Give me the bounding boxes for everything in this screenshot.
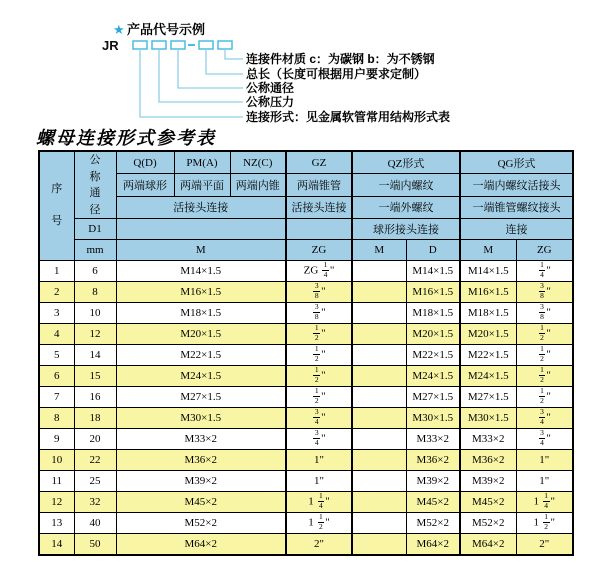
cell-seq: 8: [39, 408, 74, 429]
label-material: 连接件材质 c：为碳钢 b：为不锈钢: [246, 52, 435, 66]
cell-dn: 32: [74, 492, 116, 513]
code-box-2: [152, 41, 166, 49]
cell-dn: 16: [74, 387, 116, 408]
table-row: [39, 534, 573, 556]
table-row: [39, 492, 573, 513]
fraction: $\frac{3}{8}$: [314, 281, 319, 300]
cell-seq: 12: [39, 492, 74, 513]
cell-thread-m: M52×2: [116, 513, 286, 534]
header-cell: PM(A): [174, 151, 230, 174]
fraction: $\frac{3}{4}$: [540, 407, 544, 426]
cell-qz-d: M14×1.5: [406, 261, 460, 282]
fraction: $\frac{1}{4}$: [544, 491, 549, 510]
fraction: $\frac{1}{2}$: [544, 512, 549, 531]
table-row: [39, 345, 573, 366]
cell-seq: 14: [39, 534, 74, 556]
cell-thread-m: M33×2: [116, 429, 286, 450]
table-row: [39, 408, 573, 429]
cell-gz-zg: 1": [286, 450, 352, 471]
cell-seq: 9: [39, 429, 74, 450]
star-icon: ★: [113, 22, 125, 37]
cell-thread-m: M14×1.5: [116, 261, 286, 282]
cell-thread-m: M45×2: [116, 492, 286, 513]
label-total-length: 总长（长度可根据用户要求定制）: [246, 67, 427, 81]
header-cell: 一端锥管螺纹接头: [460, 196, 573, 218]
cell-qg-m: M45×2: [460, 492, 516, 513]
leader-line-pressure: [159, 49, 243, 102]
cell-qg-zg: 1 $\frac{1}{4}$ ": [516, 492, 573, 513]
cell-gz-zg: $\frac{1}{2}$ ": [286, 387, 352, 408]
fraction: $\frac{1}{2}$: [319, 512, 323, 531]
cell-qg-zg: 1 $\frac{1}{2}$ ": [516, 513, 573, 534]
cell-qg-m: M16×1.5: [460, 282, 516, 303]
cell-qz-m: [352, 450, 406, 471]
cell-thread-m: M20×1.5: [116, 324, 286, 345]
cell-thread-m: M18×1.5: [116, 303, 286, 324]
table-body: [39, 261, 573, 556]
fraction: $\frac{3}{8}$: [540, 302, 544, 321]
cell-qg-m: M18×1.5: [460, 303, 516, 324]
code-box-5: [218, 41, 232, 49]
cell-qz-m: [352, 408, 406, 429]
cell-qz-m: [352, 534, 406, 556]
cell-qg-m: M22×1.5: [460, 345, 516, 366]
cell-qz-m: [352, 492, 406, 513]
header-cell: ZG: [516, 240, 573, 261]
code-box-1: [133, 41, 147, 49]
fraction: $\frac{3}{4}$: [314, 407, 319, 426]
fraction: $\frac{1}{2}$: [540, 344, 544, 363]
cell-dn: 25: [74, 471, 116, 492]
cell-thread-m: M30×1.5: [116, 408, 286, 429]
cell-gz-zg: $\frac{3}{8}$ ": [286, 282, 352, 303]
cell-gz-zg: $\frac{3}{8}$ ": [286, 303, 352, 324]
cell-thread-m: M22×1.5: [116, 345, 286, 366]
code-prefix: JR: [102, 38, 119, 53]
cell-seq: 13: [39, 513, 74, 534]
cell-gz-zg: 1": [286, 471, 352, 492]
cell-qg-zg: $\frac{3}{4}$ ": [516, 408, 573, 429]
label-connection-form: 连接形式：见金属软管常用结构形式表: [246, 110, 451, 124]
cell-seq: 3: [39, 303, 74, 324]
cell-dn: 12: [74, 324, 116, 345]
cell-qz-d: M45×2: [406, 492, 460, 513]
fraction: $\frac{1}{2}$: [540, 386, 544, 405]
cell-qz-d: M52×2: [406, 513, 460, 534]
header-cell: 一端外螺纹: [352, 196, 460, 218]
cell-gz-zg: $\frac{1}{2}$ ": [286, 324, 352, 345]
header-cell: 两端球形: [116, 174, 174, 196]
cell-qg-m: M39×2: [460, 471, 516, 492]
fraction: $\frac{1}{2}$: [314, 323, 319, 342]
cell-thread-m: M27×1.5: [116, 387, 286, 408]
cell-qg-m: M14×1.5: [460, 261, 516, 282]
cell-qz-m: [352, 387, 406, 408]
cell-qz-d: M20×1.5: [406, 324, 460, 345]
header-cell: 活接头连接: [116, 196, 286, 218]
table-row: [39, 450, 573, 471]
cell-qg-m: M64×2: [460, 534, 516, 556]
fraction: $\frac{3}{4}$: [540, 428, 544, 447]
table-title: 螺母连接形式参考表: [36, 128, 216, 148]
cell-qg-m: M27×1.5: [460, 387, 516, 408]
cell-dn: 40: [74, 513, 116, 534]
cell-qg-m: M52×2: [460, 513, 516, 534]
cell-dn: 14: [74, 345, 116, 366]
cell-qg-m: M20×1.5: [460, 324, 516, 345]
cell-qz-m: [352, 345, 406, 366]
cell-qz-d: M27×1.5: [406, 387, 460, 408]
leader-line-diameter: [178, 49, 243, 88]
cell-qz-m: [352, 303, 406, 324]
label-nominal-diameter: 公称通径: [246, 81, 295, 95]
cell-qz-d: M24×1.5: [406, 366, 460, 387]
cell-qg-zg: $\frac{3}{8}$ ": [516, 282, 573, 303]
fraction: $\frac{1}{2}$: [314, 365, 319, 384]
cell-dn: 10: [74, 303, 116, 324]
fraction: $\frac{1}{2}$: [314, 386, 319, 405]
fraction: $\frac{1}{4}$: [540, 260, 544, 279]
diagram-heading: 产品代号示例: [127, 22, 206, 37]
cell-seq: 6: [39, 366, 74, 387]
header-cell: [286, 219, 352, 240]
cell-qz-d: M33×2: [406, 429, 460, 450]
code-box-4: [199, 41, 213, 49]
cell-qg-m: M36×2: [460, 450, 516, 471]
header-cell: QG形式: [460, 151, 573, 174]
cell-seq: 11: [39, 471, 74, 492]
table-row: [39, 429, 573, 450]
cell-seq: 7: [39, 387, 74, 408]
header-cell: 一端内螺纹活接头: [460, 174, 573, 196]
table-row: [39, 303, 573, 324]
cell-dn: 22: [74, 450, 116, 471]
cell-seq: 5: [39, 345, 74, 366]
header-cell: 两端平面: [174, 174, 230, 196]
cell-qz-m: [352, 261, 406, 282]
cell-qg-m: M30×1.5: [460, 408, 516, 429]
cell-dn: 8: [74, 282, 116, 303]
cell-dn: 20: [74, 429, 116, 450]
header-cell: mm: [74, 240, 116, 261]
fraction: $\frac{1}{2}$: [540, 323, 544, 342]
cell-qg-zg: $\frac{3}{8}$ ": [516, 303, 573, 324]
header-cell: 序 号: [39, 151, 74, 261]
header-cell: Q(D): [116, 151, 174, 174]
header-cell: M: [352, 240, 406, 261]
header-cell: 公 称 通 径: [74, 151, 116, 219]
table-row: [39, 366, 573, 387]
cell-seq: 4: [39, 324, 74, 345]
cell-thread-m: M64×2: [116, 534, 286, 556]
table-row: [39, 261, 573, 282]
header-cell: 连接: [460, 219, 573, 240]
cell-gz-zg: 1 $\frac{1}{2}$ ": [286, 513, 352, 534]
header-cell: QZ形式: [352, 151, 460, 174]
cell-qg-m: M24×1.5: [460, 366, 516, 387]
cell-qg-zg: 2": [516, 534, 573, 556]
cell-qg-m: M33×2: [460, 429, 516, 450]
cell-qz-m: [352, 324, 406, 345]
cell-qz-d: M64×2: [406, 534, 460, 556]
fraction: $\frac{1}{4}$: [323, 260, 328, 279]
header-cell: ZG: [286, 240, 352, 261]
cell-dn: 18: [74, 408, 116, 429]
cell-thread-m: M39×2: [116, 471, 286, 492]
cell-gz-zg: $\frac{3}{4}$ ": [286, 429, 352, 450]
cell-qg-zg: 1": [516, 471, 573, 492]
header-cell: 一端内螺纹: [352, 174, 460, 196]
cell-seq: 1: [39, 261, 74, 282]
cell-gz-zg: 1 $\frac{1}{4}$ ": [286, 492, 352, 513]
cell-thread-m: M16×1.5: [116, 282, 286, 303]
cell-thread-m: M24×1.5: [116, 366, 286, 387]
cell-qg-zg: $\frac{3}{4}$ ": [516, 429, 573, 450]
cell-qz-m: [352, 513, 406, 534]
table-row: [39, 324, 573, 345]
cell-gz-zg: ZG $\frac{1}{4}$ ": [286, 261, 352, 282]
fraction: $\frac{3}{8}$: [540, 281, 544, 300]
product-code-diagram: [0, 0, 600, 125]
cell-dn: 50: [74, 534, 116, 556]
cell-thread-m: M36×2: [116, 450, 286, 471]
cell-gz-zg: $\frac{1}{2}$ ": [286, 366, 352, 387]
cell-qz-d: M16×1.5: [406, 282, 460, 303]
fraction: $\frac{1}{4}$: [319, 491, 323, 510]
header-cell: NZ(C): [230, 151, 286, 174]
cell-qg-zg: $\frac{1}{4}$ ": [516, 261, 573, 282]
fraction: $\frac{1}{2}$: [314, 344, 319, 363]
code-box-3: [171, 41, 185, 49]
header-cell: M: [116, 240, 286, 261]
cell-qz-d: M36×2: [406, 450, 460, 471]
header-cell: D: [406, 240, 460, 261]
header-cell: 球形接头连接: [352, 219, 460, 240]
table-row: [39, 282, 573, 303]
leader-line-material: [225, 49, 243, 59]
cell-qz-d: M39×2: [406, 471, 460, 492]
fraction: $\frac{1}{2}$: [540, 365, 544, 384]
fraction: $\frac{3}{8}$: [314, 302, 319, 321]
header-cell: 两端锥管: [286, 174, 352, 196]
table-row: [39, 513, 573, 534]
label-nominal-pressure: 公称压力: [246, 95, 295, 109]
cell-qz-d: M18×1.5: [406, 303, 460, 324]
cell-qz-m: [352, 471, 406, 492]
header-cell: 两端内锥: [230, 174, 286, 196]
cell-qz-d: M30×1.5: [406, 408, 460, 429]
nut-connection-reference-table: [38, 150, 574, 556]
cell-qg-zg: $\frac{1}{2}$ ": [516, 366, 573, 387]
header-cell: 活接头连接: [286, 196, 352, 218]
header-cell: GZ: [286, 151, 352, 174]
cell-dn: 15: [74, 366, 116, 387]
cell-qg-zg: $\frac{1}{2}$ ": [516, 345, 573, 366]
cell-qz-d: M22×1.5: [406, 345, 460, 366]
cell-gz-zg: $\frac{3}{4}$ ": [286, 408, 352, 429]
cell-qg-zg: 1": [516, 450, 573, 471]
cell-seq: 2: [39, 282, 74, 303]
table-header: [39, 151, 573, 261]
cell-qz-m: [352, 282, 406, 303]
cell-qg-zg: $\frac{1}{2}$ ": [516, 387, 573, 408]
cell-qz-m: [352, 429, 406, 450]
table-row: [39, 471, 573, 492]
cell-seq: 10: [39, 450, 74, 471]
cell-gz-zg: $\frac{1}{2}$ ": [286, 345, 352, 366]
cell-qz-m: [352, 366, 406, 387]
cell-dn: 6: [74, 261, 116, 282]
header-cell: [116, 219, 286, 240]
fraction: $\frac{3}{4}$: [314, 428, 319, 447]
cell-qg-zg: $\frac{1}{2}$ ": [516, 324, 573, 345]
header-cell: D1: [74, 219, 116, 240]
table-row: [39, 387, 573, 408]
header-cell: M: [460, 240, 516, 261]
cell-gz-zg: 2": [286, 534, 352, 556]
